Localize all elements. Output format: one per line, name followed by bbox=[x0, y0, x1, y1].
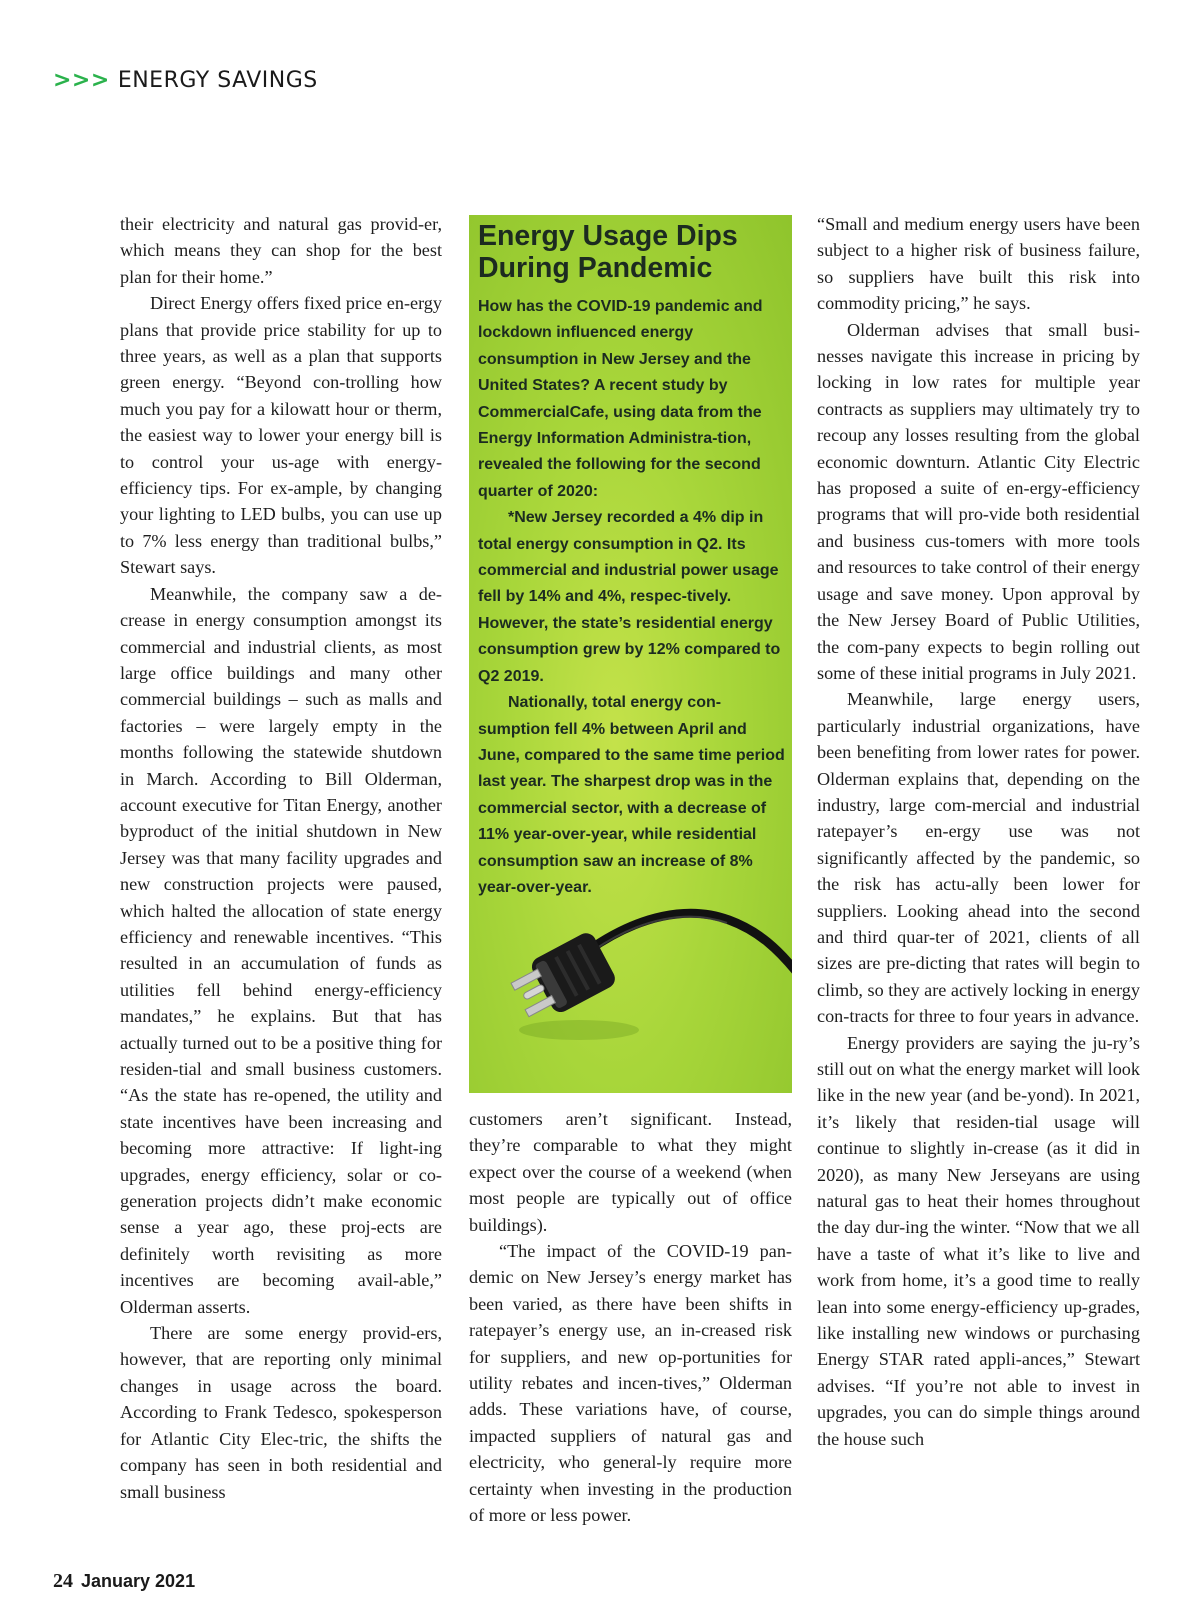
paragraph: customers aren’t significant. Instead, they’re comparable to what they might expect over the course of a weekend (when most people are typically out of office buildings). bbox=[469, 1109, 792, 1235]
paragraph: Olderman advises that small busi-nesses navigate this increase in pricing by locking in low rates for multiple year contracts as suppliers may ultimately try to recoup any losses resulting from the global economic downturn. Atlantic City Electric has proposed a suite of en-ergy-efficiency programs that will pro-vide both residential and business cus-tomers with more tools and resources to take control of their energy usage and save money. Upon approval by the New Jersey Board of Public Utilities, the com-pany expects to begin rolling out some of these initial programs in July 2021. bbox=[817, 319, 1140, 683]
paragraph: Energy providers are saying the ju-ry’s still out on what the energy market will look like in the new year (and be-yond). In 2021, it’s likely that residen-tial usage will continue to slightly in-crease (as it did in 2020), as many New Jerseyans are using natural gas to heat their homes throughout the day dur-ing the winter. “Now that we all have a taste of what it’s like to live and work from home, it’s a good time to really lean into some energy-efficiency up-grades, like installing new windows or purchasing Energy STAR rated appli-ances,” Stewart advises. “If you’re not able to invest in upgrades, you can do simple things around the house such bbox=[817, 1032, 1140, 1449]
section-header bbox=[53, 68, 318, 93]
paragraph: There are some energy provid-ers, however, that are reporting only minimal changes in usage across the board. According to Frank Tedesco, spokesperson for Atlantic City Elec-tric, the shifts the company has seen in both residential and small business bbox=[120, 1323, 442, 1502]
paragraph: Meanwhile, large energy users, particularly industrial organizations, have been benefiting from lower rates for power. Olderman explains that, depending on the industry, large com-mercial and industrial ratepayer’s en-ergy use was not significantly affected by the pandemic, so the risk has actu-ally been lower for suppliers. Looking ahead into the second and third quar-ter of 2021, clients of all sizes are pre-dicting that rates will begin to climb, so they are actively locking in energy con-tracts for three to four years in advance. bbox=[817, 689, 1140, 1027]
paragraph: Direct Energy offers fixed price en-ergy plans that provide price stability for up to three years, as well as a plan that supports green energy. “Beyond con-trolling how much you pay for a kilowatt hour or therm, the easiest way to lower your energy bill is to control your us-age with energy-efficiency tips. For ex-ample, by changing your lighting to LED bulbs, you can use up to 7% less energy than traditional bulbs,” Stewart says. bbox=[120, 293, 442, 578]
sidebar-title: Energy Usage Dips During Pandemic bbox=[478, 220, 738, 284]
paragraph: “The impact of the COVID-19 pan-demic on New Jersey’s energy market has been varied, as there have been shifts in ratepayer’s energy use, an in-creased risk for suppliers, and new op-portunities for utility rebates and incen-tives,” Olderman adds. These variations have, of course, impacted suppliers of natural gas and electricity, who general-ly require more certainty when investing in the production of more or less power. bbox=[469, 1241, 792, 1526]
sidebar-paragraph: *New Jersey recorded a 4% dip in total energy consumption in Q2. Its commercial and industrial power usage fell by 14% and 4%, respec-tively. However, the state’s residential energy consumption grew by 12% compared to Q2 2019. bbox=[478, 509, 781, 685]
paragraph: their electricity and natural gas provid-er, which means they can shop for the best plan for their home.” bbox=[120, 214, 442, 287]
paragraph: Meanwhile, the company saw a de-crease in energy consumption amongst its commercial and industrial clients, as most large office buildings and many other commercial buildings – such as malls and factories – were largely empty in the months following the statewide shutdown in March. According to Bill Olderman, account executive for Titan Energy, another byproduct of the initial shutdown in New Jersey was that many facility upgrades and new construction projects were paused, which halted the allocation of state energy efficiency and renewable incentives. “This resulted in an accumulation of funds as utilities fell behind energy-efficiency mandates,” he explains. But that has actually turned out to be a positive thing for residen-tial and small business customers. “As the state has re-opened, the utility and state incentives have been increasing and becoming more attractive: If light-ing upgrades, energy efficiency, solar or co-generation projects didn’t make economic sense a year ago, these proj-ects are definitely worth revisiting as more incentives are becoming avail-able,” Olderman asserts. bbox=[120, 583, 442, 1317]
chevron-icon: >>> bbox=[53, 68, 110, 93]
sidebar-paragraph: How has the COVID-19 pandemic and lockdown influenced energy consumption in New Jersey and the United States? A recent study by CommercialCafe, using data from the Energy Information Administra-tion, revealed the following for the second quarter of 2020: bbox=[478, 298, 763, 500]
page-number: 24 bbox=[53, 1570, 73, 1592]
article-column-3 bbox=[817, 211, 1140, 1452]
sidebar-box bbox=[469, 215, 792, 1093]
article-column-2 bbox=[469, 1106, 792, 1529]
plug-icon bbox=[469, 215, 792, 1093]
page-footer bbox=[53, 1570, 195, 1593]
paragraph: “Small and medium energy users have been subject to a higher risk of business failure, so suppliers have built this risk into commodity pricing,” he says. bbox=[817, 214, 1140, 314]
sidebar-paragraph: Nationally, total energy con-sumption fell 4% between April and June, compared to the same time period last year. The sharpest drop was in the commercial sector, with a decrease of 11% year-over-year, while residential consumption saw an increase of 8% year-over-year. bbox=[478, 694, 785, 896]
section-title: ENERGY SAVINGS bbox=[117, 68, 318, 93]
issue-date: January 2021 bbox=[81, 1571, 196, 1591]
article-column-1 bbox=[120, 211, 442, 1505]
